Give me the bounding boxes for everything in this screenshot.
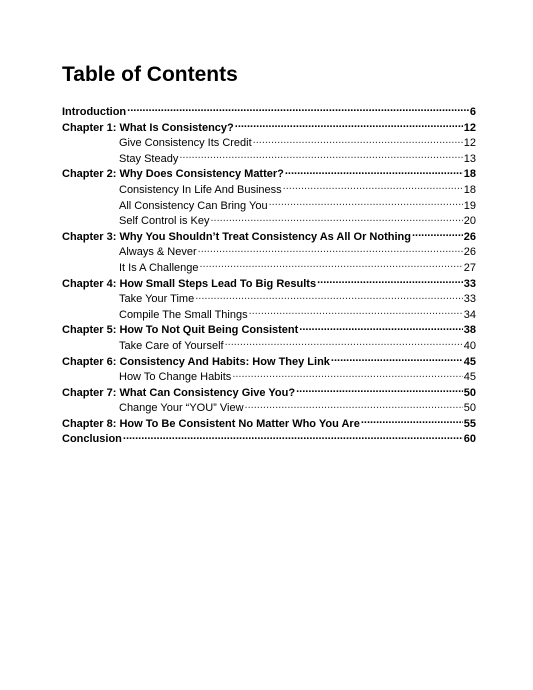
dot-leader [245,400,463,411]
toc-entry-page: 12 [463,121,476,134]
dot-leader [123,431,463,442]
toc-entry-page: 6 [469,106,476,118]
toc-entry-page: 18 [463,168,476,181]
toc-entry [62,198,476,214]
toc-entry [62,354,476,370]
dot-leader [361,416,463,427]
page-title: Table of Contents [62,63,238,86]
toc-entry [62,166,476,182]
dot-leader [210,213,462,224]
toc-entry-page: 12 [463,137,476,150]
toc-entry-label: Chapter 7: What Can Consistency Give You? [62,386,296,399]
toc-entry-page: 50 [463,386,476,399]
toc-entry [62,244,476,260]
toc-entry [62,213,476,229]
toc-entry-label: Always & Never [119,246,197,259]
toc-entry [62,400,476,416]
toc-entry-label: All Consistency Can Bring You [119,199,268,212]
dot-leader [269,198,463,209]
dot-leader [317,276,463,287]
dot-leader [249,307,463,318]
toc-entry-page: 55 [463,417,476,430]
dot-leader [225,338,463,349]
toc-entry-label: Introduction [62,106,127,118]
toc-entry-page: 38 [463,324,476,337]
toc-entry-page: 20 [463,215,476,228]
table-of-contents [62,104,476,447]
toc-entry-label: Chapter 5: How To Not Quit Being Consistent [62,324,299,337]
dot-leader [296,385,463,396]
toc-entry [62,229,476,245]
dot-leader [195,291,463,302]
dot-leader [198,244,463,255]
toc-entry [62,104,476,120]
toc-entry [62,322,476,338]
toc-entry-page: 34 [463,308,476,321]
toc-entry-page: 13 [463,152,476,165]
toc-entry-label: Consistency In Life And Business [119,183,282,196]
toc-entry-label: Chapter 4: How Small Steps Lead To Big Results [62,277,317,290]
dot-leader [299,322,462,333]
dot-leader [331,354,463,365]
toc-entry-label: Chapter 8: How To Be Consistent No Matter Who You Are [62,417,360,430]
toc-entry [62,385,476,401]
toc-entry [62,120,476,136]
dot-leader [283,182,463,193]
toc-entry-label: Chapter 1: What Is Consistency? [62,121,234,134]
toc-entry-page: 33 [463,293,476,306]
toc-entry [62,338,476,354]
dot-leader [412,229,463,240]
toc-entry-label: Chapter 3: Why You Shouldn’t Treat Consistency As All Or Nothing [62,230,411,243]
toc-entry-label: Give Consistency Its Credit [119,137,252,150]
toc-entry-label: Take Your Time [119,293,195,306]
toc-entry [62,135,476,151]
toc-entry-page: 45 [463,371,476,384]
toc-entry-label: Stay Steady [119,152,179,165]
dot-leader [127,104,469,115]
dot-leader [232,369,462,380]
toc-entry-page: 45 [463,355,476,368]
toc-entry-label: Compile The Small Things [119,308,248,321]
toc-entry [62,369,476,385]
toc-entry-label: Take Care of Yourself [119,339,224,352]
dot-leader [179,151,462,162]
toc-entry-label: Self Control is Key [119,215,210,228]
toc-entry [62,276,476,292]
toc-entry-label: It Is A Challenge [119,261,199,274]
toc-entry-label: How To Change Habits [119,371,232,384]
toc-entry-label: Chapter 2: Why Does Consistency Matter? [62,168,284,181]
toc-entry-label: Conclusion [62,433,122,446]
toc-entry [62,416,476,432]
toc-entry-page: 27 [463,261,476,274]
toc-entry [62,151,476,167]
toc-entry-page: 19 [463,199,476,212]
toc-entry-page: 18 [463,183,476,196]
toc-entry-label: Chapter 6: Consistency And Habits: How They Link [62,355,330,368]
toc-entry-page: 26 [463,246,476,259]
toc-entry-page: 60 [463,433,476,446]
toc-entry [62,431,476,447]
dot-leader [285,166,463,177]
toc-entry-page: 50 [463,402,476,415]
toc-entry-page: 26 [463,230,476,243]
dot-leader [253,135,463,146]
toc-entry [62,291,476,307]
toc-entry-label: Change Your “YOU” View [119,402,244,415]
toc-entry [62,260,476,276]
toc-entry-page: 40 [463,339,476,352]
dot-leader [200,260,463,271]
toc-entry [62,182,476,198]
dot-leader [235,120,463,131]
toc-entry [62,307,476,323]
toc-entry-page: 33 [463,277,476,290]
